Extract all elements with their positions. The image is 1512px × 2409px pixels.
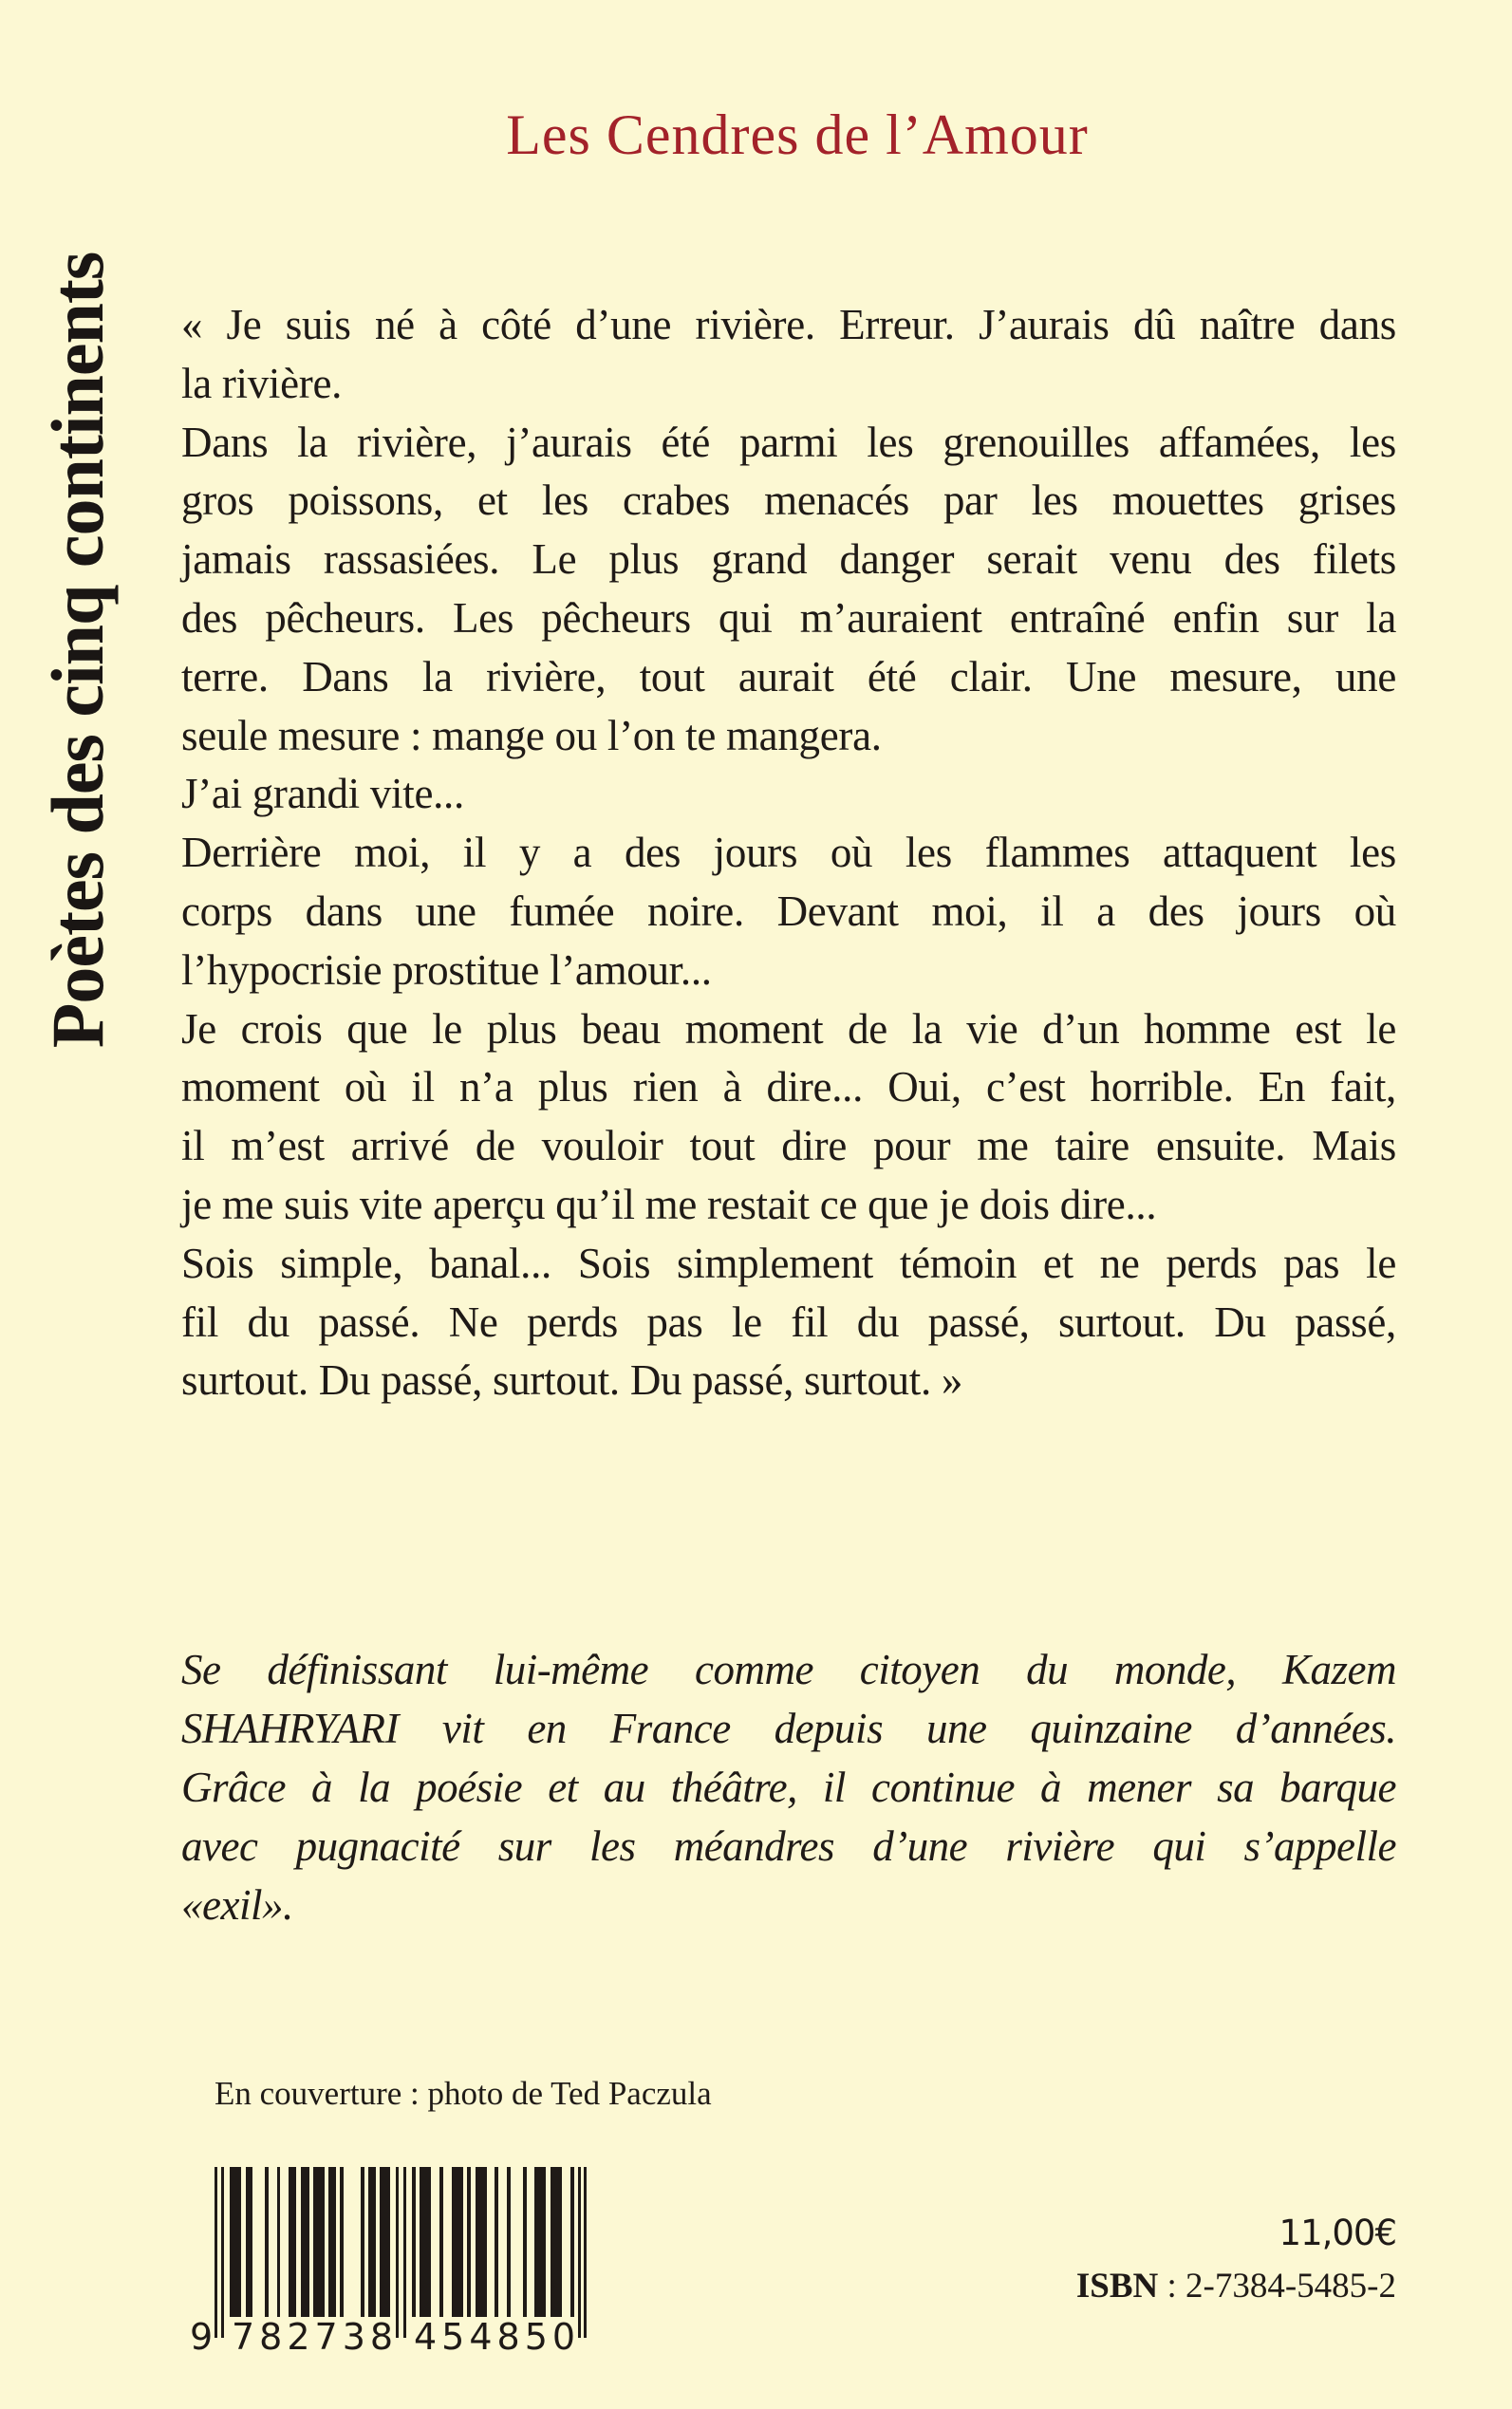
cover-credit: En couverture : photo de Ted Paczula (215, 2075, 712, 2112)
price: 11,00€ (1279, 2213, 1396, 2253)
quote-line: je me suis vite aperçu qu’il me restait ce que je dois dire... (181, 1180, 1157, 1228)
quote-line: surtout. Du passé, surtout. Du passé, surtout. » (181, 1356, 963, 1405)
series-title-text: Poètes des cinq continents (36, 252, 119, 1049)
barcode (190, 2159, 588, 2359)
quote-line: Derrière moi, il y a des jours où les flammes attaquent les (181, 829, 1396, 877)
quote-line: Je crois que le plus beau moment de la vie d’un homme est le (181, 1004, 1396, 1053)
quote-line: terre. Dans la rivière, tout aurait été clair. Une mesure, une (181, 652, 1396, 700)
quote-line: « Je suis né à côté d’une rivière. Erreur. J’aurais dû naître dans (181, 301, 1396, 348)
barcode-right-digits: 454850 (414, 2316, 581, 2358)
isbn (1076, 2266, 1396, 2306)
isbn-value: 2-7384-5485-2 (1185, 2267, 1396, 2306)
quote-line: J’ai grandi vite... (181, 770, 464, 818)
barcode-icon (190, 2159, 588, 2359)
bio-line: SHAHRYARI vit en France depuis une quinzaine d’années. (181, 1705, 1396, 1752)
barcode-left-digits: 782738 (232, 2316, 399, 2358)
quote-line: gros poissons, et les crabes menacés par les mouettes grises (181, 476, 1396, 525)
quote-line: moment où il n’a plus rien à dire... Oui, c’est horrible. En fait, (181, 1063, 1396, 1111)
author-bio (181, 1640, 1396, 1934)
bio-line: avec pugnacité sur les méandres d’une rivière qui s’appelle (181, 1822, 1396, 1870)
quote-line: corps dans une fumée noire. Devant moi, il a des jours où (181, 887, 1396, 935)
quote-line: seule mesure : mange ou l’on te mangera. (181, 711, 882, 759)
barcode-first-digit: 9 (190, 2316, 214, 2358)
quote-line: des pêcheurs. Les pêcheurs qui m’auraient entraîné enfin sur la (181, 593, 1396, 642)
quote-line: l’hypocrisie prostitue l’amour... (181, 945, 712, 994)
quote-line: la rivière. (181, 359, 343, 407)
bio-line: «exil». (181, 1881, 293, 1929)
quote-line: il m’est arrivé de vouloir tout dire pour me taire ensuite. Mais (181, 1122, 1396, 1170)
quote-excerpt (181, 296, 1396, 1410)
isbn-separator: : (1158, 2267, 1186, 2306)
bio-line: Se définissant lui-même comme citoyen du monde, Kazem (181, 1646, 1396, 1693)
quote-line: Dans la rivière, j’aurais été parmi les grenouilles affamées, les (181, 418, 1396, 466)
bio-line: Grâce à la poésie et au théâtre, il continue à mener sa barque (181, 1764, 1396, 1811)
book-title: Les Cendres de l’Amour (506, 103, 1089, 166)
quote-line: fil du passé. Ne perds pas le fil du passé, surtout. Du passé, (181, 1298, 1396, 1346)
isbn-label: ISBN (1075, 2267, 1159, 2306)
quote-line: Sois simple, banal... Sois simplement témoin et ne perds pas le (181, 1239, 1396, 1287)
quote-line: jamais rassasiées. Le plus grand danger serait venu des filets (181, 535, 1396, 584)
